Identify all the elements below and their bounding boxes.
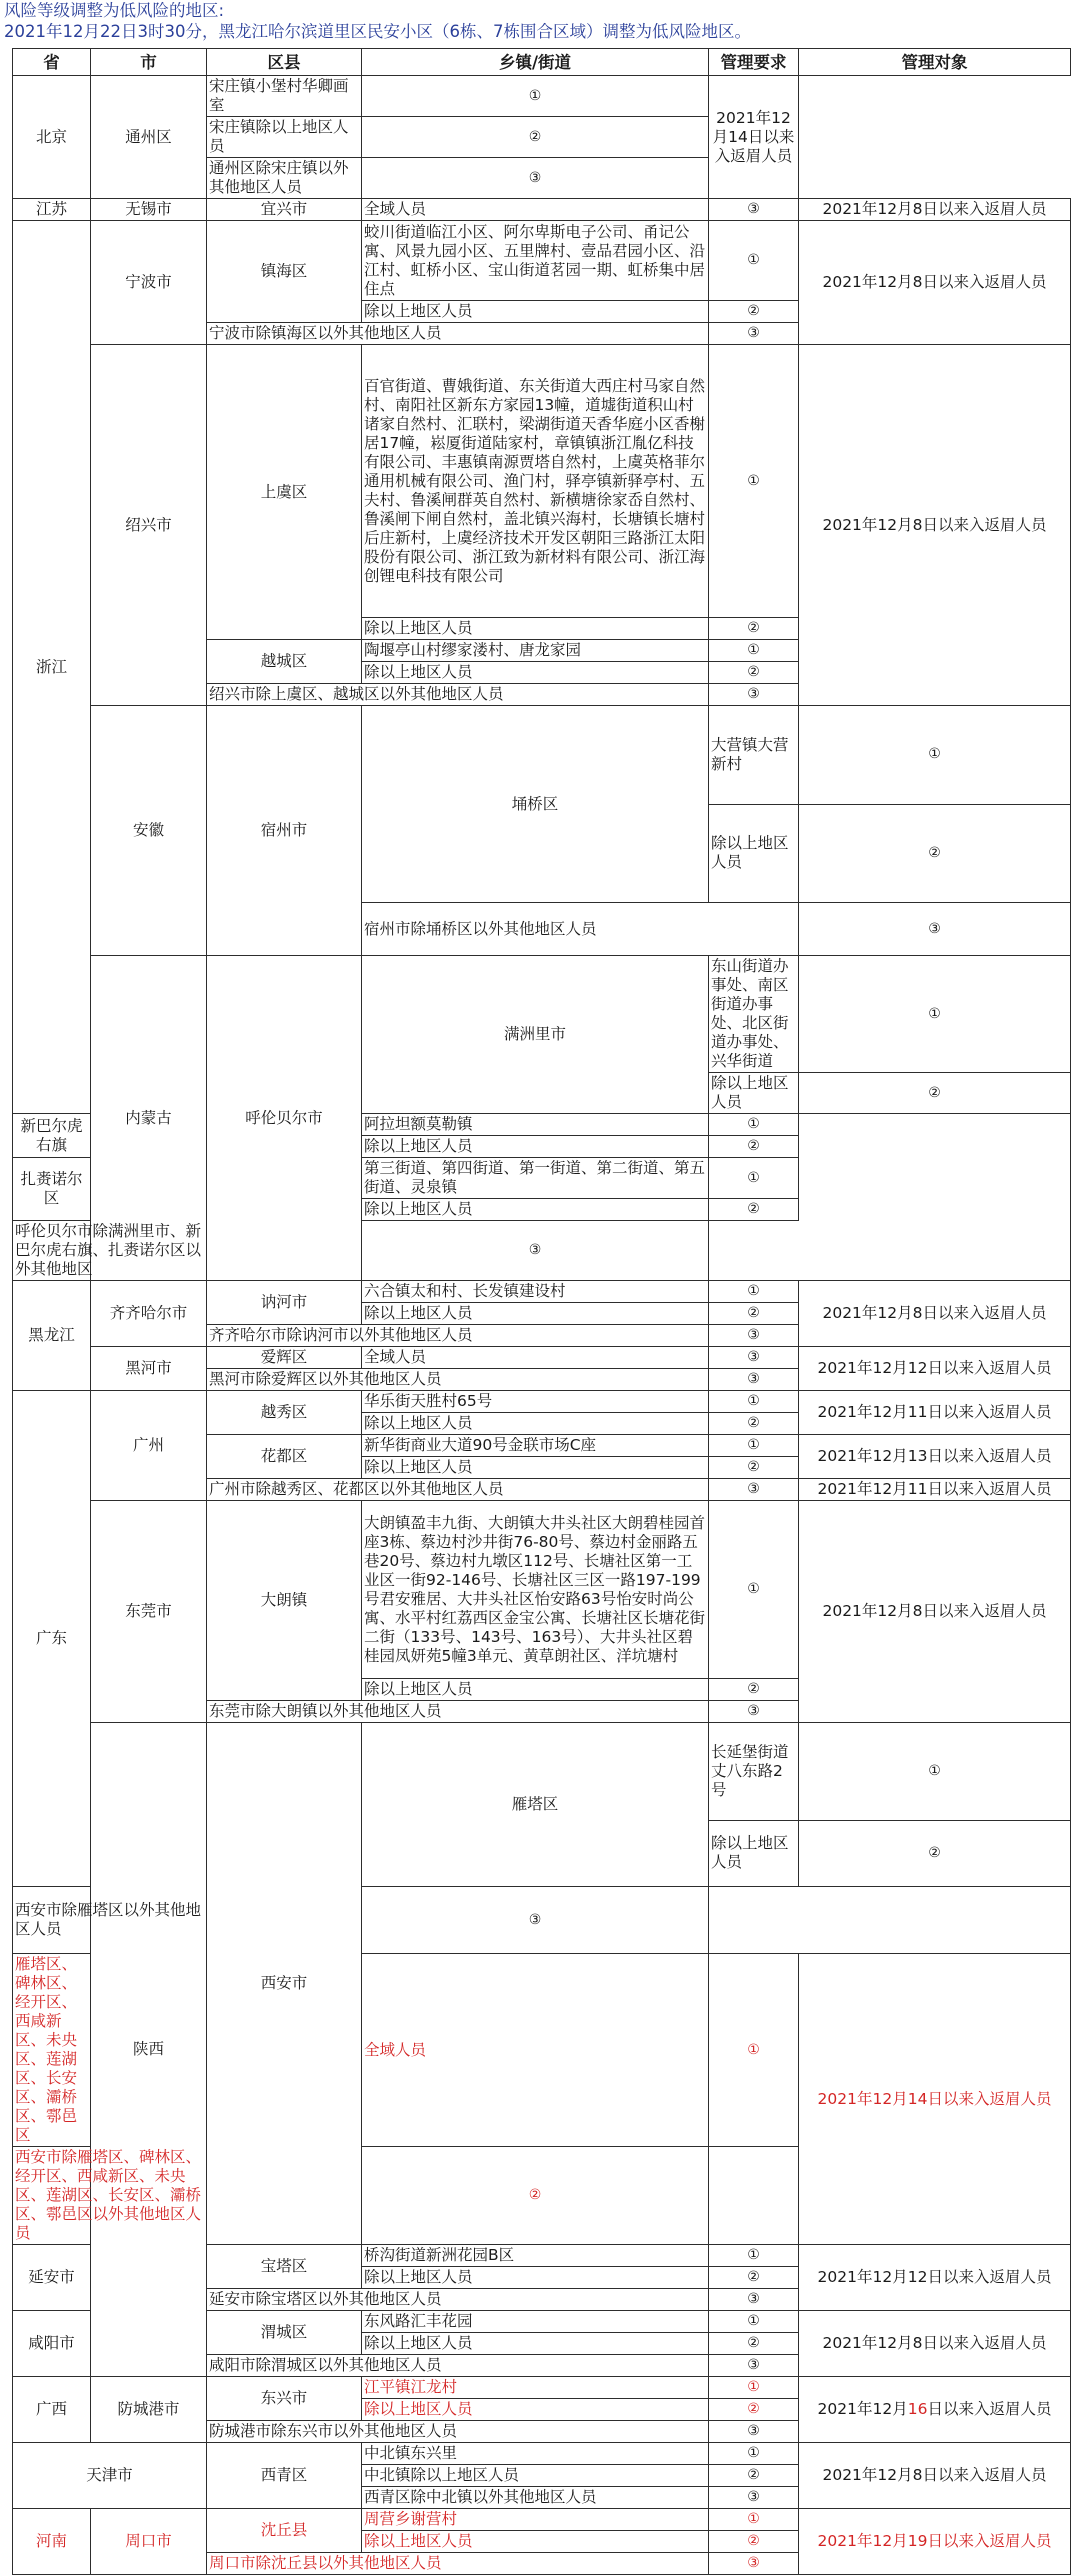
table-cell: 百官街道、曹娥街道、东关街道大西庄村马家自然村、南阳社区新东方家园13幢，道墟街道积山村诸家自然村、汇联村，梁湖街道天香华庭小区香榭居17幢，崧厦街道陆家村，章镇镇浙江胤亿科技有限公司、丰惠镇南源贾塔自然村，上虞英格菲尔通用机械有限公司、渔门村，驿亭镇新驿亭村、五夫村、鲁溪闸群英自然村、新横塘徐家岙自然村、鲁溪闸下闸自然村，盖北镇兴海村，长塘镇长塘村后庄新村，上虞经济技术开发区朝阳三路浙江太阳股份有限公司、浙江致为新材料有限公司、浙江海创锂电科技有限公司 [362,345,709,618]
table-cell: ① [709,1391,799,1413]
table-cell: ② [709,1413,799,1435]
table-cell: 宋庄镇除以上地区人员 [207,117,362,158]
table-cell: ③ [799,903,1071,956]
table-cell: 呼伦贝尔市 [207,956,362,1281]
table-cell: 延安市除宝塔区以外其他地区人员 [207,2289,709,2311]
table-cell: 呼伦贝尔市除满洲里市、新巴尔虎右旗、扎赉诺尔区以外其他地区 [13,1221,207,1281]
table-cell: ② [709,1199,799,1221]
table-row [13,1887,1071,1954]
table-cell: ① [709,2311,799,2333]
table-cell: ① [709,1281,799,1303]
table-row [13,1281,1071,1303]
table-cell: ② [709,1679,799,1701]
table-row [13,1347,1071,1369]
table-cell: 2021年12月13日以来入返眉人员 [799,1435,1071,1479]
table-cell: 延安市 [13,2245,91,2311]
table-cell: 全域人员 [362,199,709,221]
table-cell: ② [362,2147,709,2245]
table-row [13,221,1071,301]
header-province: 省 [13,49,91,76]
table-cell: 渭城区 [207,2311,362,2355]
table-cell: ③ [709,323,799,345]
table-cell: 安徽 [91,706,207,956]
table-cell: 宁波市除镇海区以外其他地区人员 [207,323,709,345]
table-cell: 越秀区 [207,1391,362,1435]
table-cell: ② [709,662,799,684]
table-cell: ② [799,1073,1071,1114]
table-cell: 除以上地区人员 [362,1413,709,1435]
table-cell: 2021年12月8日以来入返眉人员 [799,2443,1071,2509]
table-cell: 大朗镇盈丰九街、大朗镇大井头社区大朗碧桂园首座3栋、蔡边村沙井街76-80号、蔡边村金丽路五巷20号、蔡边村九墩区112号、长塘社区第一工业区一街92-146号、长塘社区三区一路197-199号君安雅居、大井头社区怡安路63号怡安时尚公寓、水平村红荔西区金宝公寓、长塘社区长塘花街二街（133号、143号、163号）、大井头社区碧桂园凤妍苑5幢3单元、黄草朗社区、洋坑塘村 [362,1501,709,1679]
table-cell: ③ [709,2487,799,2509]
table-cell: ③ [709,2289,799,2311]
table-cell: 防城港市除东兴市以外其他地区人员 [207,2421,709,2443]
table-cell: ② [709,2333,799,2355]
table-cell: ② [709,2399,799,2421]
table-cell: 花都区 [207,1435,362,1479]
table-cell: 咸阳市 [13,2311,91,2377]
table-cell: 爱辉区 [207,1347,362,1369]
table-cell: 东山街道办事处、南区街道办事处、北区街道办事处、兴华街道 [709,956,799,1073]
table-cell: 陶堰亭山村缪家溇村、唐龙家园 [362,640,709,662]
table-cell: ① [709,1501,799,1679]
table-cell: ② [709,1303,799,1325]
table-cell: 2021年12月8日以来入返眉人员 [799,199,1071,221]
table-cell: 除以上地区人员 [709,804,799,903]
table-cell: ① [709,1954,799,2147]
table-cell: ③ [709,1347,799,1369]
header-street: 乡镇/街道 [362,49,709,76]
table-cell: 扎赉诺尔区 [13,1158,91,1221]
table-cell: ③ [709,684,799,706]
table-row [13,1221,1071,1281]
table-cell: 2021年12月8日以来入返眉人员 [799,1501,1071,1723]
table-cell: 通州区 [91,76,207,199]
table-cell: ③ [362,158,709,199]
table-cell: ① [709,2377,799,2399]
table-cell: 上虞区 [207,345,362,640]
table-cell: 2021年12月16日以来入返眉人员 [799,2377,1071,2443]
table-cell: 2021年12月14日以来入返眉人员 [799,1954,1071,2245]
header-district: 区县 [207,49,362,76]
table-cell: 内蒙古 [91,956,207,1281]
table-cell: 西青区 [207,2443,362,2509]
table-cell: 全域人员 [362,1347,709,1369]
table-header-row [13,49,1071,76]
table-cell: 东风路汇丰花园 [362,2311,709,2333]
table-cell: 雁塔区、碑林区、经开区、西咸新区、未央区、莲湖区、长安区、灞桥区、鄠邑区 [13,1954,91,2147]
table-cell: 沈丘县 [207,2509,362,2553]
table-cell: ③ [709,199,799,221]
table-cell: 无锡市 [91,199,207,221]
table-cell: 除以上地区人员 [362,1303,709,1325]
table-row [13,2377,1071,2399]
table-cell: ③ [362,1221,709,1281]
table-row [13,2509,1071,2531]
table-cell: ① [799,956,1071,1073]
table-cell: 宿州市除埇桥区以外其他地区人员 [362,903,799,956]
table-cell: ② [709,1136,799,1158]
table-cell: 全域人员 [362,1954,709,2147]
table-cell: 广西 [13,2377,91,2443]
table-row [13,1391,1071,1413]
table-cell: ② [709,2465,799,2487]
table-cell: 除以上地区人员 [362,2531,709,2553]
table-cell: ① [709,2443,799,2465]
table-cell: 2021年12月8日以来入返眉人员 [799,345,1071,706]
table-cell: 六合镇太和村、长发镇建设村 [362,1281,709,1303]
table-cell: 桥沟街道新洲花园B区 [362,2245,709,2267]
table-cell: ③ [709,1369,799,1391]
table-cell: 除以上地区人员 [362,1457,709,1479]
table-cell: 2021年12月19日以来入返眉人员 [799,2509,1071,2575]
table-cell: ② [709,2531,799,2553]
table-cell: ② [799,804,1071,903]
table-cell: 齐齐哈尔市除讷河市以外其他地区人员 [207,1325,709,1347]
table-cell: 绍兴市 [91,345,207,706]
table-cell: 新华街商业大道90号金联市场C座 [362,1435,709,1457]
table-cell: ② [709,2267,799,2289]
table-cell: 除以上地区人员 [362,662,709,684]
table-cell: 华乐街天胜村65号 [362,1391,709,1413]
table-cell: 黑河市除爱辉区以外其他地区人员 [207,1369,709,1391]
table-cell: ① [709,1435,799,1457]
table-cell: 除以上地区人员 [362,1136,709,1158]
table-cell: ② [362,117,709,158]
table-row [13,956,1071,1073]
table-cell: 除以上地区人员 [709,1073,799,1114]
table-cell: ③ [709,1325,799,1347]
risk-area-table [12,48,1071,2575]
table-cell: 满洲里市 [362,956,709,1114]
table-cell: 宝塔区 [207,2245,362,2289]
table-cell: 西安市除雁塔区、碑林区、经开区、西咸新区、未央区、莲湖区、长安区、灞桥区、鄠邑区以外其他地区人员 [13,2147,207,2245]
table-cell: 宜兴市 [207,199,362,221]
table-cell: ① [362,76,709,117]
table-cell: 江平镇江龙村 [362,2377,709,2399]
table-cell: 防城港市 [91,2377,207,2443]
table-cell: ③ [709,1701,799,1723]
table-cell: 除以上地区人员 [362,1679,709,1701]
header-target: 管理对象 [799,49,1071,76]
table-cell: 宋庄镇小堡村华卿画室 [207,76,362,117]
table-cell: 长延堡街道丈八东路2号 [709,1723,799,1821]
table-cell: ③ [709,2355,799,2377]
table-cell: ③ [709,1479,799,1501]
table-cell: 绍兴市除上虞区、越城区以外其他地区人员 [207,684,709,706]
table-cell: ① [709,2245,799,2267]
table-row [13,2443,1071,2465]
table-cell: 天津市 [13,2443,207,2509]
table-row [13,199,1071,221]
table-cell: 讷河市 [207,1281,362,1325]
table-cell: 2021年12月8日以来入返眉人员 [799,1281,1071,1347]
table-cell: ① [799,1723,1071,1821]
table-cell: 2021年12月8日以来入返眉人员 [799,221,1071,345]
table-cell: 2021年12月8日以来入返眉人员 [799,2311,1071,2377]
table-cell: 雁塔区 [362,1723,709,1887]
table-cell: 中北镇东兴里 [362,2443,709,2465]
table-cell: 咸阳市除渭城区以外其他地区人员 [207,2355,709,2377]
table-cell: 2021年12月12日以来入返眉人员 [799,1347,1071,1391]
table-cell: ① [709,345,799,618]
table-cell: ③ [709,2553,799,2575]
table-cell: ② [799,1820,1071,1887]
table-row [13,76,1071,117]
table-cell: 除以上地区人员 [362,2333,709,2355]
table-cell: 大营镇大营新村 [709,706,799,805]
table-cell: 广州市除越秀区、花都区以外其他地区人员 [207,1479,709,1501]
table-cell: 西安市 [207,1723,362,2245]
table-cell: 周营乡谢营村 [362,2509,709,2531]
table-cell: 周口市 [91,2509,207,2575]
table-cell: 东兴市 [207,2377,362,2421]
table-cell: 2021年12月11日以来入返眉人员 [799,1391,1071,1435]
table-cell: 越城区 [207,640,362,684]
notice-title: 风险等级调整为低风险的地区: [4,1,225,20]
table-cell: 西安市除雁塔区以外其他地区人员 [13,1887,207,1954]
table-cell: 除以上地区人员 [362,618,709,640]
table-cell: 黑龙江 [13,1281,91,1391]
header-city: 市 [91,49,207,76]
table-cell: 宿州市 [207,706,362,956]
table-cell: 浙江 [13,221,91,1114]
notice-text: 2021年12月22日3时30分，黑龙江哈尔滨道里区民安小区（6栋、7栋围合区域）调整为低风险地区。 [4,22,751,41]
table-cell: 江苏 [13,199,91,221]
table-cell: ① [709,1158,799,1199]
table-cell: ① [799,706,1071,805]
table-cell: 2021年12月14日以来入返眉人员 [709,76,799,199]
table-cell: ① [709,2509,799,2531]
table-row [13,1723,1071,1821]
table-cell: 齐齐哈尔市 [91,1281,207,1347]
table-cell: 中北镇除以上地区人员 [362,2465,709,2487]
table-cell: 除以上地区人员 [362,2267,709,2289]
table-cell: ③ [709,2421,799,2443]
table-cell: ① [709,221,799,301]
table-row [13,345,1071,618]
table-cell: 通州区除宋庄镇以外其他地区人员 [207,158,362,199]
table-body [13,76,1071,2575]
table-cell: 除以上地区人员 [362,2399,709,2421]
table-cell: ② [709,1457,799,1479]
table-cell: ① [709,640,799,662]
table-cell: 东莞市除大朗镇以外其他地区人员 [207,1701,709,1723]
table-cell: ② [709,618,799,640]
table-cell: 广东 [13,1391,91,1887]
table-cell: 除以上地区人员 [362,1199,709,1221]
table-cell: 东莞市 [91,1501,207,1723]
table-cell: 2021年12月11日以来入返眉人员 [799,1479,1071,1501]
table-cell: ② [709,301,799,323]
table-cell: 西青区除中北镇以外其他地区人员 [362,2487,709,2509]
table-cell: ① [709,1114,799,1136]
table-cell: 埇桥区 [362,706,709,903]
table-row [13,1501,1071,1679]
table-cell: 黑河市 [91,1347,207,1391]
table-cell: ③ [362,1887,709,1954]
table-cell: 阿拉坦额莫勒镇 [362,1114,709,1136]
table-row [13,706,1071,805]
table-cell: 大朗镇 [207,1501,362,1701]
table-cell: 北京 [13,76,91,199]
table-cell: 除以上地区人员 [709,1820,799,1887]
notice [0,0,1080,48]
table-cell: 周口市除沈丘县以外其他地区人员 [207,2553,709,2575]
table-cell: 宁波市 [91,221,207,345]
table-cell: 新巴尔虎右旗 [13,1114,91,1158]
table-cell: 除以上地区人员 [362,301,709,323]
table-cell: 2021年12月12日以来入返眉人员 [799,2245,1071,2311]
table-cell: 蛟川街道临江小区、阿尔卑斯电子公司、甬记公寓、风景九园小区、五里牌村、壹品君园小区、沿江村、虹桥小区、宝山街道茗园一期、虹桥集中居住点 [362,221,709,301]
table-cell: 广州 [91,1391,207,1501]
table-cell: 第三街道、第四街道、第一街道、第二街道、第五街道、灵泉镇 [362,1158,709,1199]
header-requirement: 管理要求 [709,49,799,76]
table-cell: 陕西 [91,1723,207,2377]
table-cell: 镇海区 [207,221,362,323]
table-cell: 河南 [13,2509,91,2575]
